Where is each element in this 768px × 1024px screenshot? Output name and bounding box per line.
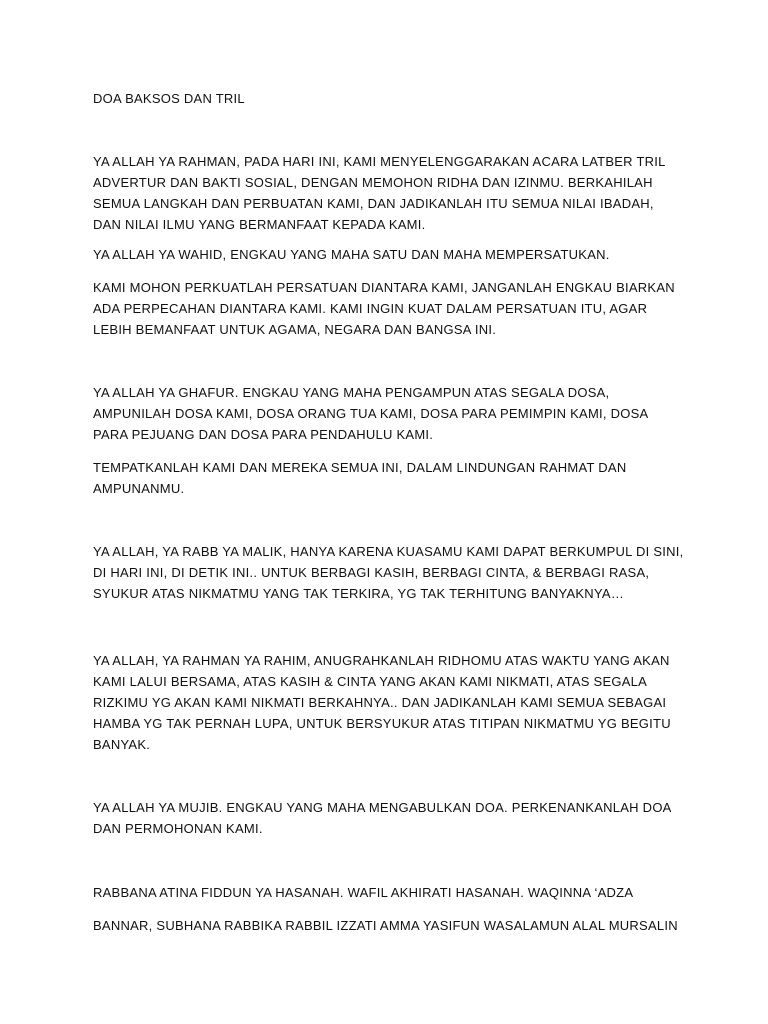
paragraph-line: DAN PERMOHONAN KAMI. [93,821,263,836]
paragraph-line: SEMUA LANGKAH DAN PERBUATAN KAMI, DAN JADIKANLAH ITU SEMUA NILAI IBADAH, [93,196,654,211]
paragraph-line: YA ALLAH YA MUJIB. ENGKAU YANG MAHA MENGABULKAN DOA. PERKENANKANLAH DOA [93,800,672,815]
paragraph-line: YA ALLAH YA GHAFUR. ENGKAU YANG MAHA PENGAMPUN ATAS SEGALA DOSA, [93,385,610,400]
paragraph-line: YA ALLAH, YA RAHMAN YA RAHIM, ANUGRAHKANLAH RIDHOMU ATAS WAKTU YANG AKAN [93,653,670,668]
paragraph-line: YA ALLAH YA RAHMAN, PADA HARI INI, KAMI MENYELENGGARAKAN ACARA LATBER TRIL [93,154,666,169]
paragraph-line: DAN NILAI ILMU YANG BERMANFAAT KEPADA KAMI. [93,217,426,232]
paragraph-line: AMPUNILAH DOSA KAMI, DOSA ORANG TUA KAMI, DOSA PARA PEMIMPIN KAMI, DOSA [93,406,649,421]
paragraph-line: HAMBA YG TAK PERNAH LUPA, UNTUK BERSYUKUR ATAS TITIPAN NIKMATMU YG BEGITU [93,716,671,731]
paragraph-line: YA ALLAH, YA RABB YA MALIK, HANYA KARENA KUASAMU KAMI DAPAT BERKUMPUL DI SINI, [93,544,684,559]
paragraph-line: PARA PEJUANG DAN DOSA PARA PENDAHULU KAMI. [93,427,434,442]
paragraph-line: YA ALLAH YA WAHID, ENGKAU YANG MAHA SATU DAN MAHA MEMPERSATUKAN. [93,247,610,262]
paragraph-line: BANYAK. [93,737,151,752]
document-title: DOA BAKSOS DAN TRIL [93,91,245,106]
paragraph-line: DI HARI INI, DI DETIK INI.. UNTUK BERBAGI KASIH, BERBAGI CINTA, & BERBAGI RASA, [93,565,650,580]
paragraph-line: LEBIH BEMANFAAT UNTUK AGAMA, NEGARA DAN BANGSA INI. [93,322,497,337]
paragraph-line: ADA PERPECAHAN DIANTARA KAMI. KAMI INGIN KUAT DALAM PERSATUAN ITU, AGAR [93,301,648,316]
paragraph-line: SYUKUR ATAS NIKMATMU YANG TAK TERKIRA, YG TAK TERHITUNG BANYAKNYA… [93,586,625,601]
paragraph-line: ADVERTUR DAN BAKTI SOSIAL, DENGAN MEMOHON RIDHA DAN IZINMU. BERKAHILAH [93,175,653,190]
paragraph-line: RIZKIMU YG AKAN KAMI NIKMATI BERKAHNYA.. DAN JADIKANLAH KAMI SEMUA SEBAGAI [93,695,667,710]
paragraph-line: RABBANA ATINA FIDDUN YA HASANAH. WAFIL AKHIRATI HASANAH. WAQINNA ‘ADZA [93,885,634,900]
paragraph-line: KAMI MOHON PERKUATLAH PERSATUAN DIANTARA KAMI, JANGANLAH ENGKAU BIARKAN [93,280,675,295]
paragraph-line: AMPUNANMU. [93,481,185,496]
paragraph-line: KAMI LALUI BERSAMA, ATAS KASIH & CINTA YANG AKAN KAMI NIKMATI, ATAS SEGALA [93,674,648,689]
paragraph-line: BANNAR, SUBHANA RABBIKA RABBIL IZZATI AMMA YASIFUN WASALAMUN ALAL MURSALIN [93,918,678,933]
paragraph-line: TEMPATKANLAH KAMI DAN MEREKA SEMUA INI, DALAM LINDUNGAN RAHMAT DAN [93,460,627,475]
